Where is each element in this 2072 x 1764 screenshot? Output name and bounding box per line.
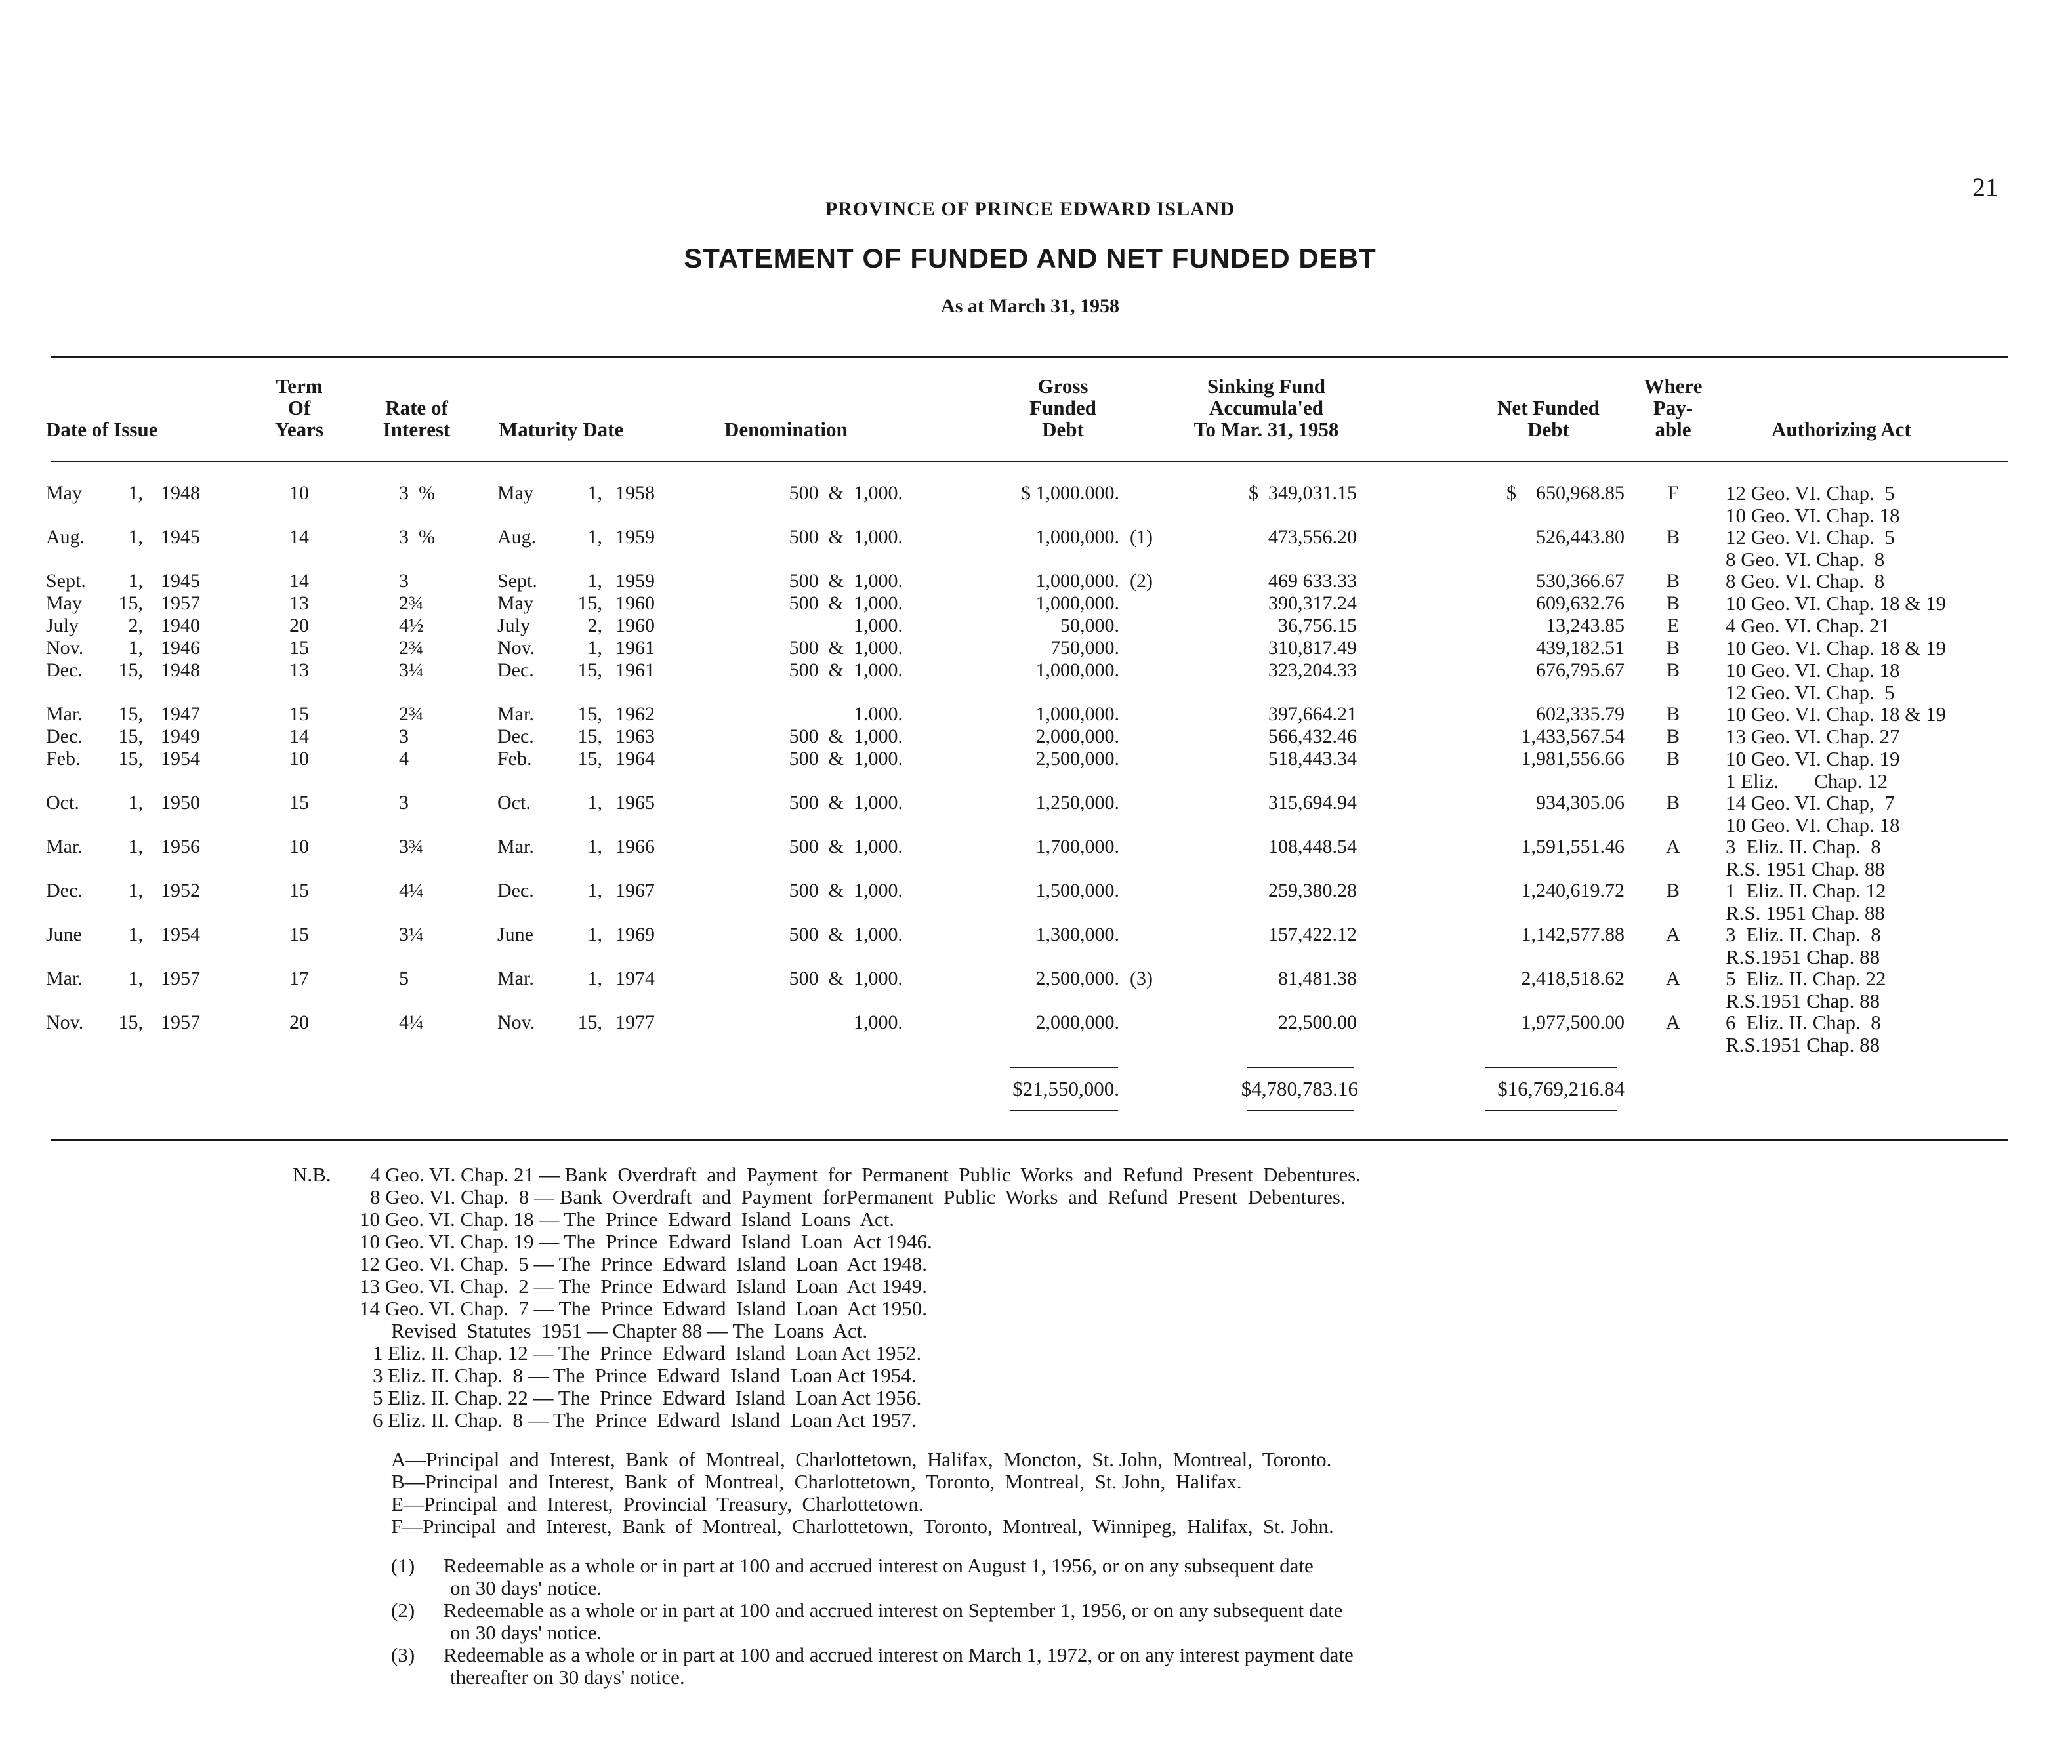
cell-issue-m: Mar. xyxy=(46,703,83,725)
cell-denom: 500 & 1,000. xyxy=(789,792,903,813)
header-rate: Rate of Interest xyxy=(383,396,451,441)
nb-label: N.B. xyxy=(293,1163,331,1186)
cell-denom: 1,000. xyxy=(854,615,903,636)
cell-denom: 500 & 1,000. xyxy=(789,570,903,592)
authorizing-act: 10 Geo. VI. Chap. 18 xyxy=(1726,659,1900,682)
cell-mat-m: Mar. xyxy=(497,703,534,725)
cell-mat-y: 1959 xyxy=(615,526,655,548)
cell-mat-y: 1965 xyxy=(615,792,655,813)
authorizing-act: 10 Geo. VI. Chap. 18 & 19 xyxy=(1726,636,1947,659)
cell-gross: 2,000,000. xyxy=(1035,726,1119,747)
cell-rate: 4¼ xyxy=(399,880,424,901)
authorizing-act: 10 Geo. VI. Chap. 18 xyxy=(1726,504,1900,527)
cell-term: 17 xyxy=(289,968,309,989)
cell-issue-y: 1954 xyxy=(161,924,200,945)
cell-net: 13,243.85 xyxy=(1546,615,1625,636)
act-note-line: 8 Geo. VI. Chap. 8 — Bank Overdraft and Payment forPermanent Public Works and Refund Present Debentures. xyxy=(370,1185,1346,1208)
total-gross: $21,550,000. xyxy=(1012,1077,1119,1100)
total-rule-net-bottom xyxy=(1485,1110,1617,1111)
cell-denom: 500 & 1,000. xyxy=(789,637,903,659)
cell-mat-m: July xyxy=(497,615,531,636)
cell-issue-d: 15, xyxy=(118,592,143,614)
cell-mat-m: Aug. xyxy=(497,526,537,548)
cell-issue-d: 1, xyxy=(128,526,143,548)
cell-where: A xyxy=(1666,836,1680,857)
cell-denom: 500 & 1,000. xyxy=(789,526,903,548)
cell-issue-y: 1948 xyxy=(161,482,200,504)
act-note-line: 10 Geo. VI. Chap. 18 — The Prince Edward Island Loans Act. xyxy=(360,1208,895,1231)
redemption-note-number: (1) xyxy=(391,1554,415,1577)
cell-rate: 2¾ xyxy=(399,592,424,614)
cell-mat-y: 1961 xyxy=(615,659,655,681)
statement-title: STATEMENT OF FUNDED AND NET FUNDED DEBT xyxy=(684,243,1377,274)
cell-net: 1,977,500.00 xyxy=(1521,1012,1625,1033)
cell-term: 20 xyxy=(289,615,309,636)
cell-issue-y: 1954 xyxy=(161,748,200,769)
cell-rate: 3¾ xyxy=(399,836,424,857)
cell-rate: 4 xyxy=(399,748,409,769)
cell-mat-y: 1961 xyxy=(615,637,655,659)
total-rule-gross-top xyxy=(1010,1067,1118,1068)
cell-note: (3) xyxy=(1130,968,1153,989)
cell-rate: 3 xyxy=(399,726,409,747)
cell-denom: 1,000. xyxy=(854,1012,903,1033)
total-rule-net-top xyxy=(1485,1067,1617,1068)
cell-mat-d: 15, xyxy=(577,592,602,614)
cell-term: 15 xyxy=(289,880,309,901)
cell-rate: 4½ xyxy=(399,615,424,636)
page-number: 21 xyxy=(1972,173,1999,202)
cell-mat-y: 1960 xyxy=(615,615,655,636)
authorizing-act: 3 Eliz. II. Chap. 8 xyxy=(1726,835,1881,858)
redemption-note-text: on 30 days' notice. xyxy=(450,1621,602,1644)
cell-denom: 1.000. xyxy=(854,703,903,725)
header-rule xyxy=(51,461,2008,462)
authorizing-act: 10 Geo. VI. Chap. 18 & 19 xyxy=(1726,703,1947,726)
cell-rate: 4¼ xyxy=(399,1012,424,1033)
cell-mat-d: 15, xyxy=(577,748,602,769)
cell-net: 1,591,551.46 xyxy=(1521,836,1625,857)
cell-sinking: 310,817.49 xyxy=(1268,637,1357,659)
cell-issue-m: July xyxy=(46,615,79,636)
cell-issue-m: Dec. xyxy=(46,726,83,747)
cell-term: 13 xyxy=(289,659,309,681)
cell-mat-y: 1962 xyxy=(615,703,655,725)
header-gross: Gross Funded Debt xyxy=(1029,375,1096,441)
cell-mat-m: Oct. xyxy=(497,792,531,813)
header-term: Term Of Years xyxy=(274,375,324,441)
header-where-payable: Where Pay- able xyxy=(1644,375,1703,441)
cell-where: E xyxy=(1667,615,1680,636)
cell-mat-y: 1977 xyxy=(615,1012,655,1033)
act-note-line: 13 Geo. VI. Chap. 2 — The Prince Edward Island Loan Act 1949. xyxy=(360,1275,927,1298)
cell-mat-d: 15, xyxy=(577,703,602,725)
cell-sinking: 323,204.33 xyxy=(1268,659,1357,681)
cell-sinking: 81,481.38 xyxy=(1278,968,1357,989)
cell-term: 15 xyxy=(289,703,309,725)
header-date-of-issue: Date of Issue xyxy=(46,418,158,441)
cell-gross: 1,000,000. xyxy=(1035,703,1119,725)
authorizing-act: R.S.1951 Chap. 88 xyxy=(1726,1033,1880,1056)
cell-mat-y: 1969 xyxy=(615,924,655,945)
act-note-line: 3 Eliz. II. Chap. 8 — The Prince Edward Island Loan Act 1954. xyxy=(373,1364,917,1387)
cell-mat-d: 1, xyxy=(587,924,602,945)
payable-note-line: E—Principal and Interest, Provincial Treasury, Charlottetown. xyxy=(391,1492,924,1515)
cell-gross: 2,000,000. xyxy=(1035,1012,1119,1033)
cell-where: B xyxy=(1666,526,1680,548)
cell-sinking: 397,664.21 xyxy=(1268,703,1357,725)
authorizing-act: 10 Geo. VI. Chap. 19 xyxy=(1726,747,1900,770)
cell-issue-d: 15, xyxy=(118,1012,143,1033)
cell-issue-y: 1957 xyxy=(161,968,200,989)
cell-net: 2,418,518.62 xyxy=(1521,968,1625,989)
cell-sinking: 469 633.33 xyxy=(1268,570,1357,592)
cell-issue-d: 1, xyxy=(128,836,143,857)
cell-issue-y: 1945 xyxy=(161,526,200,548)
cell-issue-y: 1948 xyxy=(161,659,200,681)
cell-rate: 3¼ xyxy=(399,924,424,945)
act-note-line: 10 Geo. VI. Chap. 19 — The Prince Edward Island Loan Act 1946. xyxy=(360,1230,932,1253)
cell-mat-d: 15, xyxy=(577,659,602,681)
cell-net: 676,795.67 xyxy=(1536,659,1625,681)
cell-rate: 3 xyxy=(399,792,409,813)
cell-denom: 500 & 1,000. xyxy=(789,968,903,989)
cell-where: B xyxy=(1666,792,1680,813)
cell-issue-m: Aug. xyxy=(46,526,85,548)
header-authorizing-act: Authorizing Act xyxy=(1772,418,1911,441)
cell-rate: 2¾ xyxy=(399,703,424,725)
authorizing-act: R.S. 1951 Chap. 88 xyxy=(1726,857,1885,880)
cell-mat-d: 1, xyxy=(587,836,602,857)
redemption-note-text: Redeemable as a whole or in part at 100 and accrued interest on September 1, 1956, or on any subsequent date xyxy=(444,1599,1343,1622)
header-net-funded: Net Funded Debt xyxy=(1497,396,1600,441)
payable-note-line: A—Principal and Interest, Bank of Montreal, Charlottetown, Halifax, Moncton, St. John, Montreal, Toronto. xyxy=(391,1448,1332,1471)
cell-mat-d: 1, xyxy=(587,526,602,548)
act-note-line: 6 Eliz. II. Chap. 8 — The Prince Edward Island Loan Act 1957. xyxy=(373,1408,917,1431)
cell-mat-m: Sept. xyxy=(497,570,537,592)
cell-mat-d: 15, xyxy=(577,1012,602,1033)
cell-issue-m: June xyxy=(46,924,82,945)
cell-issue-m: Mar. xyxy=(46,836,83,857)
cell-mat-d: 1, xyxy=(587,880,602,901)
redemption-note-text: Redeemable as a whole or in part at 100 and accrued interest on August 1, 1956, or on any subsequent date xyxy=(444,1554,1314,1577)
authorizing-act: R.S. 1951 Chap. 88 xyxy=(1726,901,1885,924)
cell-gross: 1,000,000. xyxy=(1035,526,1119,548)
cell-where: B xyxy=(1666,880,1680,901)
cell-denom: 500 & 1,000. xyxy=(789,836,903,857)
cell-term: 10 xyxy=(289,836,309,857)
cell-mat-y: 1974 xyxy=(615,968,655,989)
cell-where: A xyxy=(1666,968,1680,989)
cell-sinking: 315,694.94 xyxy=(1268,792,1357,813)
authorizing-act: 10 Geo. VI. Chap. 18 & 19 xyxy=(1726,592,1947,615)
cell-gross: 1,000,000. xyxy=(1035,592,1119,614)
cell-rate: 3 xyxy=(399,570,409,592)
cell-issue-m: Oct. xyxy=(46,792,79,813)
cell-net: 1,433,567.54 xyxy=(1521,726,1625,747)
cell-issue-y: 1947 xyxy=(161,703,200,725)
cell-rate: 3 % xyxy=(399,526,435,548)
cell-sinking: $ 349,031.15 xyxy=(1249,482,1357,504)
cell-issue-d: 15, xyxy=(118,659,143,681)
cell-where: A xyxy=(1666,924,1680,945)
header-maturity: Maturity Date xyxy=(499,418,624,441)
cell-sinking: 390,317.24 xyxy=(1268,592,1357,614)
cell-net: 1,142,577.88 xyxy=(1521,924,1625,945)
cell-issue-d: 1, xyxy=(128,482,143,504)
cell-issue-m: Dec. xyxy=(46,880,83,901)
total-net: $16,769,216.84 xyxy=(1497,1077,1625,1100)
cell-net: 609,632.76 xyxy=(1536,592,1625,614)
cell-gross: 1,300,000. xyxy=(1035,924,1119,945)
authorizing-act: 8 Geo. VI. Chap. 8 xyxy=(1726,548,1885,571)
cell-net: 1,240,619.72 xyxy=(1521,880,1625,901)
cell-mat-y: 1966 xyxy=(615,836,655,857)
as-at-date: As at March 31, 1958 xyxy=(941,295,1119,317)
cell-where: B xyxy=(1666,570,1680,592)
cell-issue-m: Feb. xyxy=(46,748,81,769)
redemption-note-text: on 30 days' notice. xyxy=(450,1576,602,1599)
cell-mat-m: Dec. xyxy=(497,880,534,901)
cell-mat-m: Mar. xyxy=(497,968,534,989)
cell-mat-y: 1967 xyxy=(615,880,655,901)
cell-denom: 500 & 1,000. xyxy=(789,659,903,681)
cell-denom: 500 & 1,000. xyxy=(789,726,903,747)
cell-mat-m: June xyxy=(497,924,533,945)
cell-sinking: 473,556.20 xyxy=(1268,526,1357,548)
cell-where: B xyxy=(1666,637,1680,659)
cell-mat-m: Dec. xyxy=(497,726,534,747)
payable-note-line: B—Principal and Interest, Bank of Montreal, Charlottetown, Toronto, Montreal, St. John, Halifax. xyxy=(391,1470,1242,1493)
authorizing-act: 8 Geo. VI. Chap. 8 xyxy=(1726,569,1885,592)
cell-net: 934,305.06 xyxy=(1536,792,1625,813)
cell-rate: 3¼ xyxy=(399,659,424,681)
act-note-line: Revised Statutes 1951 — Chapter 88 — The Loans Act. xyxy=(391,1319,868,1342)
authorizing-act: 3 Eliz. II. Chap. 8 xyxy=(1726,923,1881,946)
cell-mat-m: Nov. xyxy=(497,1012,535,1033)
cell-mat-d: 1, xyxy=(587,482,602,504)
cell-issue-y: 1956 xyxy=(161,836,200,857)
cell-where: B xyxy=(1666,659,1680,681)
header-sinking-fund: Sinking Fund Accumula'ed To Mar. 31, 1958 xyxy=(1193,375,1339,441)
cell-gross: 1,000,000. xyxy=(1035,659,1119,681)
redemption-note-number: (2) xyxy=(391,1599,415,1622)
cell-sinking: 36,756.15 xyxy=(1278,615,1357,636)
cell-issue-y: 1945 xyxy=(161,570,200,592)
cell-net: $ 650,968.85 xyxy=(1506,482,1625,504)
cell-where: B xyxy=(1666,726,1680,747)
header-denomination: Denomination xyxy=(724,418,848,441)
cell-mat-y: 1964 xyxy=(615,748,655,769)
cell-note: (2) xyxy=(1130,570,1153,592)
cell-where: B xyxy=(1666,748,1680,769)
cell-net: 530,366.67 xyxy=(1536,570,1625,592)
cell-mat-d: 1, xyxy=(587,637,602,659)
redemption-note-text: thereafter on 30 days' notice. xyxy=(450,1666,685,1689)
cell-issue-d: 1, xyxy=(128,968,143,989)
cell-issue-m: Nov. xyxy=(46,1012,84,1033)
cell-term: 15 xyxy=(289,792,309,813)
cell-issue-d: 1, xyxy=(128,792,143,813)
cell-gross: $ 1,000.000. xyxy=(1021,482,1119,504)
cell-term: 14 xyxy=(289,570,309,592)
act-note-line: 4 Geo. VI. Chap. 21 — Bank Overdraft and Payment for Permanent Public Works and Refund Present Debentures. xyxy=(370,1163,1361,1186)
cell-sinking: 22,500.00 xyxy=(1278,1012,1357,1033)
cell-issue-m: Dec. xyxy=(46,659,83,681)
cell-net: 1,981,556.66 xyxy=(1521,748,1625,769)
authorizing-act: 1 Eliz. Chap. 12 xyxy=(1726,769,1888,792)
cell-mat-m: May xyxy=(497,592,533,614)
act-note-line: 14 Geo. VI. Chap. 7 — The Prince Edward Island Loan Act 1950. xyxy=(360,1297,927,1320)
authorizing-act: 13 Geo. VI. Chap. 27 xyxy=(1726,725,1900,748)
cell-sinking: 259,380.28 xyxy=(1268,880,1357,901)
authorizing-act: 4 Geo. VI. Chap. 21 xyxy=(1726,614,1890,637)
authorizing-act: 5 Eliz. II. Chap. 22 xyxy=(1726,967,1886,990)
cell-issue-y: 1946 xyxy=(161,637,200,659)
cell-where: F xyxy=(1667,482,1679,504)
authorizing-act: 6 Eliz. II. Chap. 8 xyxy=(1726,1011,1881,1034)
cell-term: 14 xyxy=(289,526,309,548)
authorizing-act: 12 Geo. VI. Chap. 5 xyxy=(1726,482,1895,504)
cell-mat-m: Dec. xyxy=(497,659,534,681)
cell-gross: 1,250,000. xyxy=(1035,792,1119,813)
act-note-line: 1 Eliz. II. Chap. 12 — The Prince Edward Island Loan Act 1952. xyxy=(373,1342,922,1364)
cell-sinking: 518,443.34 xyxy=(1268,748,1357,769)
cell-issue-m: May xyxy=(46,592,82,614)
cell-term: 15 xyxy=(289,637,309,659)
cell-issue-d: 15, xyxy=(118,703,143,725)
authorizing-act: 1 Eliz. II. Chap. 12 xyxy=(1726,879,1886,902)
cell-gross: 1,500,000. xyxy=(1035,880,1119,901)
cell-issue-y: 1950 xyxy=(161,792,200,813)
total-rule-sinking-bottom xyxy=(1247,1110,1354,1111)
province-heading: PROVINCE OF PRINCE EDWARD ISLAND xyxy=(825,198,1235,220)
cell-mat-m: Feb. xyxy=(497,748,532,769)
cell-denom: 500 & 1,000. xyxy=(789,880,903,901)
cell-gross: 1,700,000. xyxy=(1035,836,1119,857)
authorizing-act: 10 Geo. VI. Chap. 18 xyxy=(1726,813,1900,836)
act-note-line: 12 Geo. VI. Chap. 5 — The Prince Edward Island Loan Act 1948. xyxy=(360,1252,927,1275)
cell-issue-d: 1, xyxy=(128,924,143,945)
cell-rate: 2¾ xyxy=(399,637,424,659)
cell-issue-m: May xyxy=(46,482,82,504)
cell-net: 602,335.79 xyxy=(1536,703,1625,725)
cell-mat-d: 1, xyxy=(587,792,602,813)
cell-term: 20 xyxy=(289,1012,309,1033)
cell-issue-y: 1952 xyxy=(161,880,200,901)
cell-gross: 1,000,000. xyxy=(1035,570,1119,592)
total-sinking: $4,780,783.16 xyxy=(1241,1077,1358,1100)
cell-issue-d: 1, xyxy=(128,570,143,592)
redemption-note-text: Redeemable as a whole or in part at 100 and accrued interest on March 1, 1972, or on any interest payment date xyxy=(444,1643,1354,1666)
cell-gross: 2,500,000. xyxy=(1035,748,1119,769)
cell-issue-m: Nov. xyxy=(46,637,84,659)
cell-mat-m: Mar. xyxy=(497,836,534,857)
authorizing-act: 12 Geo. VI. Chap. 5 xyxy=(1726,525,1895,548)
cell-rate: 3 % xyxy=(399,482,435,504)
top-rule xyxy=(51,356,2008,358)
cell-term: 10 xyxy=(289,482,309,504)
cell-denom: 500 & 1,000. xyxy=(789,482,903,504)
cell-mat-d: 15, xyxy=(577,726,602,747)
cell-issue-d: 15, xyxy=(118,726,143,747)
cell-where: A xyxy=(1666,1012,1680,1033)
cell-sinking: 108,448.54 xyxy=(1268,836,1357,857)
cell-where: B xyxy=(1666,592,1680,614)
bottom-rule xyxy=(51,1139,2008,1141)
cell-mat-y: 1959 xyxy=(615,570,655,592)
cell-denom: 500 & 1,000. xyxy=(789,748,903,769)
cell-issue-d: 15, xyxy=(118,748,143,769)
cell-mat-d: 2, xyxy=(587,615,602,636)
payable-note-line: F—Principal and Interest, Bank of Montreal, Charlottetown, Toronto, Montreal, Winnipeg, Halifax, St. John. xyxy=(391,1515,1334,1538)
cell-mat-y: 1958 xyxy=(615,482,655,504)
authorizing-act: 14 Geo. VI. Chap, 7 xyxy=(1726,791,1895,814)
cell-denom: 500 & 1,000. xyxy=(789,924,903,945)
cell-net: 439,182.51 xyxy=(1536,637,1625,659)
cell-gross: 750,000. xyxy=(1050,637,1119,659)
cell-issue-d: 1, xyxy=(128,880,143,901)
cell-issue-y: 1957 xyxy=(161,1012,200,1033)
cell-issue-d: 2, xyxy=(128,615,143,636)
cell-issue-y: 1940 xyxy=(161,615,200,636)
cell-issue-y: 1949 xyxy=(161,726,200,747)
cell-issue-d: 1, xyxy=(128,637,143,659)
cell-term: 13 xyxy=(289,592,309,614)
cell-issue-m: Sept. xyxy=(46,570,86,592)
cell-denom: 500 & 1,000. xyxy=(789,592,903,614)
cell-note: (1) xyxy=(1130,526,1153,548)
total-rule-sinking-top xyxy=(1247,1067,1354,1068)
cell-sinking: 566,432.46 xyxy=(1268,726,1357,747)
cell-mat-d: 1, xyxy=(587,968,602,989)
authorizing-act: 12 Geo. VI. Chap. 5 xyxy=(1726,681,1895,704)
total-rule-gross-bottom xyxy=(1010,1110,1118,1111)
authorizing-act: R.S.1951 Chap. 88 xyxy=(1726,945,1880,968)
cell-mat-m: May xyxy=(497,482,533,504)
cell-term: 14 xyxy=(289,726,309,747)
act-note-line: 5 Eliz. II. Chap. 22 — The Prince Edward Island Loan Act 1956. xyxy=(373,1386,922,1409)
cell-mat-y: 1960 xyxy=(615,592,655,614)
cell-term: 15 xyxy=(289,924,309,945)
cell-term: 10 xyxy=(289,748,309,769)
authorizing-act: R.S.1951 Chap. 88 xyxy=(1726,989,1880,1012)
cell-mat-y: 1963 xyxy=(615,726,655,747)
cell-sinking: 157,422.12 xyxy=(1268,924,1357,945)
cell-issue-m: Mar. xyxy=(46,968,83,989)
cell-where: B xyxy=(1666,703,1680,725)
cell-mat-d: 1, xyxy=(587,570,602,592)
cell-gross: 2,500,000. xyxy=(1035,968,1119,989)
cell-net: 526,443.80 xyxy=(1536,526,1625,548)
cell-gross: 50,000. xyxy=(1060,615,1119,636)
cell-mat-m: Nov. xyxy=(497,637,535,659)
cell-issue-y: 1957 xyxy=(161,592,200,614)
cell-rate: 5 xyxy=(399,968,409,989)
redemption-note-number: (3) xyxy=(391,1643,415,1666)
